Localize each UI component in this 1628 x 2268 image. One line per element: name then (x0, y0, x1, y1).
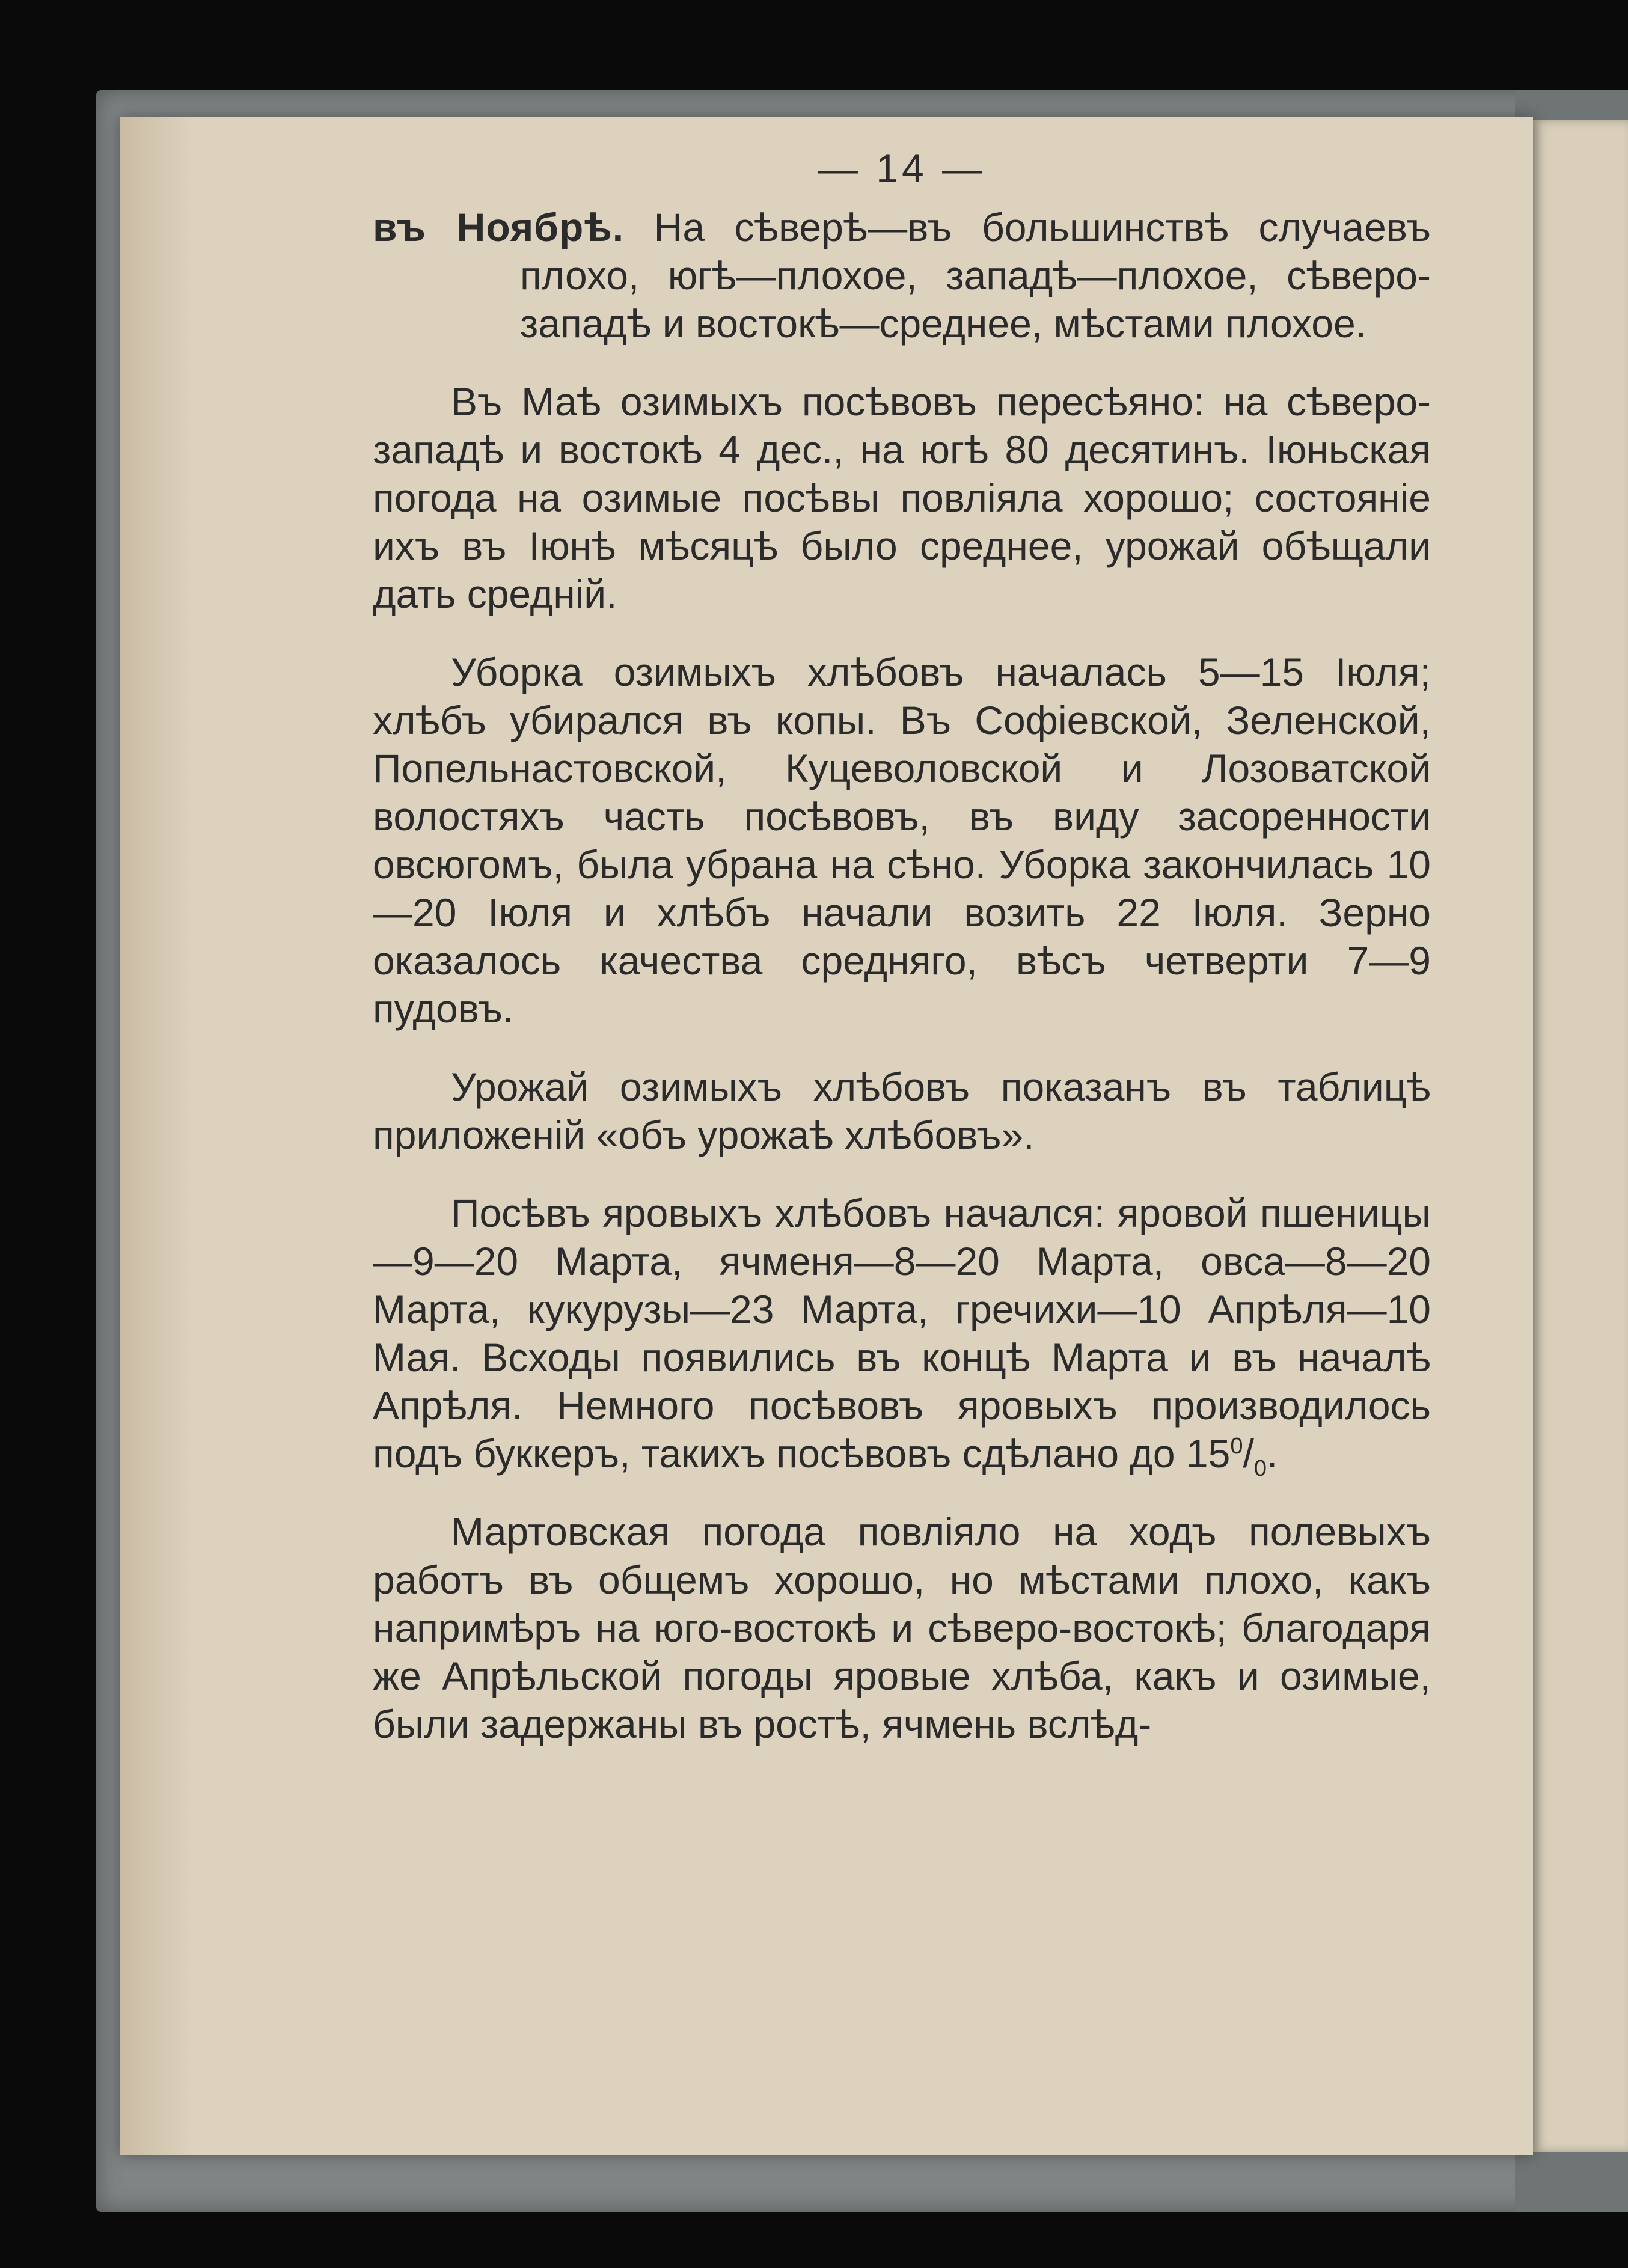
paragraph: Урожай озимыхъ хлѣбовъ показанъ въ таблицѣ приложеній «объ урожаѣ хлѣбовъ». (373, 1065, 1431, 1157)
paragraph: Уборка озимыхъ хлѣбовъ началась 5—15 Іюля; хлѣбъ убирался въ копы. Въ Софіевской, Зеленской, Попельнастовской, Куцеволовской и Лозоватской волостяхъ часть посѣвовъ, въ виду засоренности овсюгомъ, была убрана на сѣно. Уборка закончилась 10—20 Іюля и хлѣбъ начали возить 22 Іюля. Зерно оказалось качества средняго, вѣсъ четверти 7—9 пудовъ. (373, 650, 1431, 1031)
page-number: — 14 — (818, 146, 986, 191)
next-page-edge (1532, 120, 1628, 2152)
paragraph-text: Посѣвъ яровыхъ хлѣбовъ начался: яровой пшеницы—9—20 Марта, ячменя—8—20 Марта, овса—8—20 Марта, кукурузы—23 Марта, гречихи—10 Апрѣля—10 Мая. Всходы появились въ концѣ Марта и въ началѣ Апрѣля. Немного посѣвовъ яровыхъ производилось подъ буккеръ, такихъ посѣвовъ сдѣлано до 15 (373, 1191, 1431, 1476)
percent-subscript: 0 (1253, 1456, 1267, 1482)
page-gutter-shadow (120, 117, 192, 2155)
page-text (373, 144, 1431, 1778)
percent-slash: / (1243, 1431, 1254, 1476)
paragraph-november (373, 203, 1431, 347)
paragraph: Мартовская погода повліяло на ходъ полевыхъ работъ въ общемъ хорошо, но мѣстами плохо, какъ напримѣръ на юго-востокѣ и сѣверо-востокѣ; благодаря же Апрѣльской погоды яровые хлѣба, какъ и озимые, были задержаны въ ростѣ, ячмень вслѣд- (373, 1509, 1431, 1746)
paragraph-lead: въ Ноябрѣ. (373, 205, 625, 249)
percent-superscript: 0 (1230, 1434, 1243, 1459)
paragraph-end: . (1266, 1431, 1278, 1476)
paragraph (373, 1189, 1431, 1482)
paragraph-text: На сѣверѣ—въ большинствѣ случаевъ плохо, югѣ—плохое, западѣ—плохое, сѣверо-западѣ и востокѣ—среднее, мѣстами плохое. (520, 205, 1431, 346)
paragraph: Въ Маѣ озимыхъ посѣвовъ пересѣяно: на сѣверо-западѣ и востокѣ 4 дес., на югѣ 80 десятинъ. Іюньская погода на озимые посѣвы повліяла хорошо; состояніе ихъ въ Іюнѣ мѣсяцѣ было среднее, урожай обѣщали дать средній. (373, 379, 1431, 616)
